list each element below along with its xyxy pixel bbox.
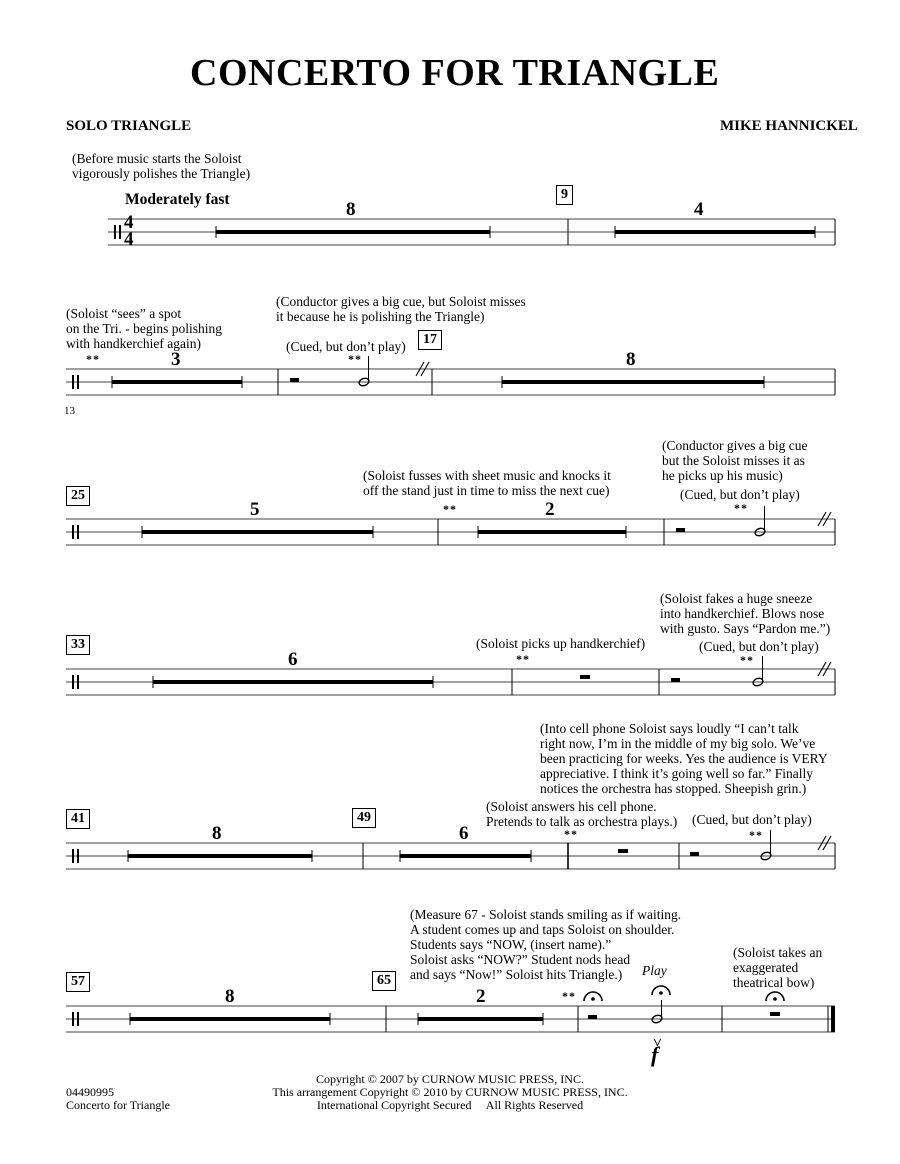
multirest-count: 6	[459, 823, 469, 844]
multirest-count: 5	[250, 499, 260, 520]
performance-note-intro: (Before music starts the Soloist vigorously polishes the Triangle)	[72, 151, 251, 182]
multirest-count: 6	[288, 649, 298, 670]
play-instruction: Play	[642, 963, 667, 978]
rehearsal-mark-33: 33	[66, 635, 90, 655]
multirest-count: 8	[225, 986, 235, 1007]
rehearsal-mark-57: 57	[66, 972, 90, 992]
performance-note-sees-spot: (Soloist “sees” a spot on the Tri. - begins polishing with handkerchief again)	[66, 306, 223, 352]
whole-rest	[770, 1012, 780, 1016]
rehearsal-mark-41: 41	[66, 809, 90, 829]
asterisk-mark: **	[749, 828, 763, 842]
performance-note-cued: (Cued, but don’t play)	[680, 487, 800, 502]
instrument-name: SOLO TRIANGLE	[66, 118, 192, 134]
measure-number: 13	[64, 405, 75, 417]
rehearsal-mark-9: 9	[556, 185, 573, 205]
performance-note-bow: (Soloist takes an exaggerated theatrical bow)	[733, 945, 823, 991]
page-title: CONCERTO FOR TRIANGLE	[190, 52, 720, 94]
asterisk-mark: **	[516, 652, 530, 666]
time-signature-top: 4	[124, 212, 134, 233]
multirest-count: 2	[476, 986, 486, 1007]
performance-note-conductor-cue: (Conductor gives a big cue, but Soloist misses it because he is polishing the Triangle)	[276, 294, 526, 325]
performance-note-cued: (Cued, but don’t play)	[286, 339, 406, 354]
dynamic-forte: f	[651, 1042, 659, 1067]
performance-note-sneeze: (Soloist fakes a huge sneeze into handkerchief. Blows nose with gusto. Says “Pardon me.”)	[660, 591, 831, 637]
catalog-code: 04490995	[66, 1085, 114, 1099]
accent-mark: >	[648, 1038, 665, 1047]
performance-note-conductor-cue: (Conductor gives a big cue but the Soloist misses it as he picks up his music)	[662, 438, 808, 484]
asterisk-mark: **	[734, 501, 748, 515]
time-signature-bottom: 4	[124, 229, 134, 250]
multirest-count: 4	[694, 199, 704, 220]
copyright-line: This arrangement Copyright © 2010 by CURNOW MUSIC PRESS, INC.	[272, 1085, 628, 1099]
half-rest	[588, 1015, 597, 1019]
rehearsal-mark-25: 25	[66, 486, 90, 506]
rehearsal-mark-49: 49	[352, 808, 376, 828]
asterisk-mark: **	[443, 502, 457, 516]
performance-note-cued: (Cued, but don’t play)	[699, 639, 819, 654]
multirest-count: 2	[545, 499, 555, 520]
multirest-count: 8	[626, 349, 636, 370]
tempo-marking: Moderately fast	[125, 191, 230, 208]
performance-note-picks-up: (Soloist picks up handkerchief)	[476, 636, 646, 651]
asterisk-mark: **	[562, 989, 576, 1003]
footer-title: Concerto for Triangle	[66, 1098, 170, 1112]
copyright-line: International Copyright Secured All Rights Reserved	[316, 1098, 584, 1112]
multirest-bar	[130, 1017, 330, 1021]
rehearsal-mark-65: 65	[372, 971, 396, 991]
rehearsal-mark-17: 17	[418, 330, 442, 350]
asterisk-mark: **	[348, 352, 362, 366]
performance-note-measure-67: (Measure 67 - Soloist stands smiling as if waiting. A student comes up and taps Soloist on shoulder. Students says “NOW, (insert name).” Soloist asks “NOW?” Student nods head and says “Now!” Soloist hits Triangle.)	[410, 907, 682, 983]
performance-note-cued: (Cued, but don’t play)	[692, 812, 812, 827]
multirest-bar	[418, 1017, 543, 1021]
multirest-count: 8	[346, 199, 356, 220]
multirest-count: 3	[171, 349, 181, 370]
composer-name: MIKE HANNICKEL	[720, 118, 858, 134]
asterisk-mark: **	[86, 352, 100, 366]
performance-note-cell-phone: (Into cell phone Soloist says loudly “I can’t talk right now, I’m in the middle of my big solo. We’ve been practicing for weeks. Yes the audience is VERY appreciative. I think it’s going well so far.” Finally notices the orchestra has stopped. Sheepish grin.)	[540, 721, 828, 797]
copyright-line: Copyright © 2007 by CURNOW MUSIC PRESS, INC.	[316, 1072, 584, 1086]
asterisk-mark: **	[740, 653, 754, 667]
asterisk-mark: **	[564, 827, 578, 841]
multirest-count: 8	[212, 823, 222, 844]
performance-note-fusses: (Soloist fusses with sheet music and knocks it off the stand just in time to miss the next cue)	[363, 468, 611, 499]
performance-note-answers: (Soloist answers his cell phone. Pretends to talk as orchestra plays.)	[486, 799, 678, 830]
